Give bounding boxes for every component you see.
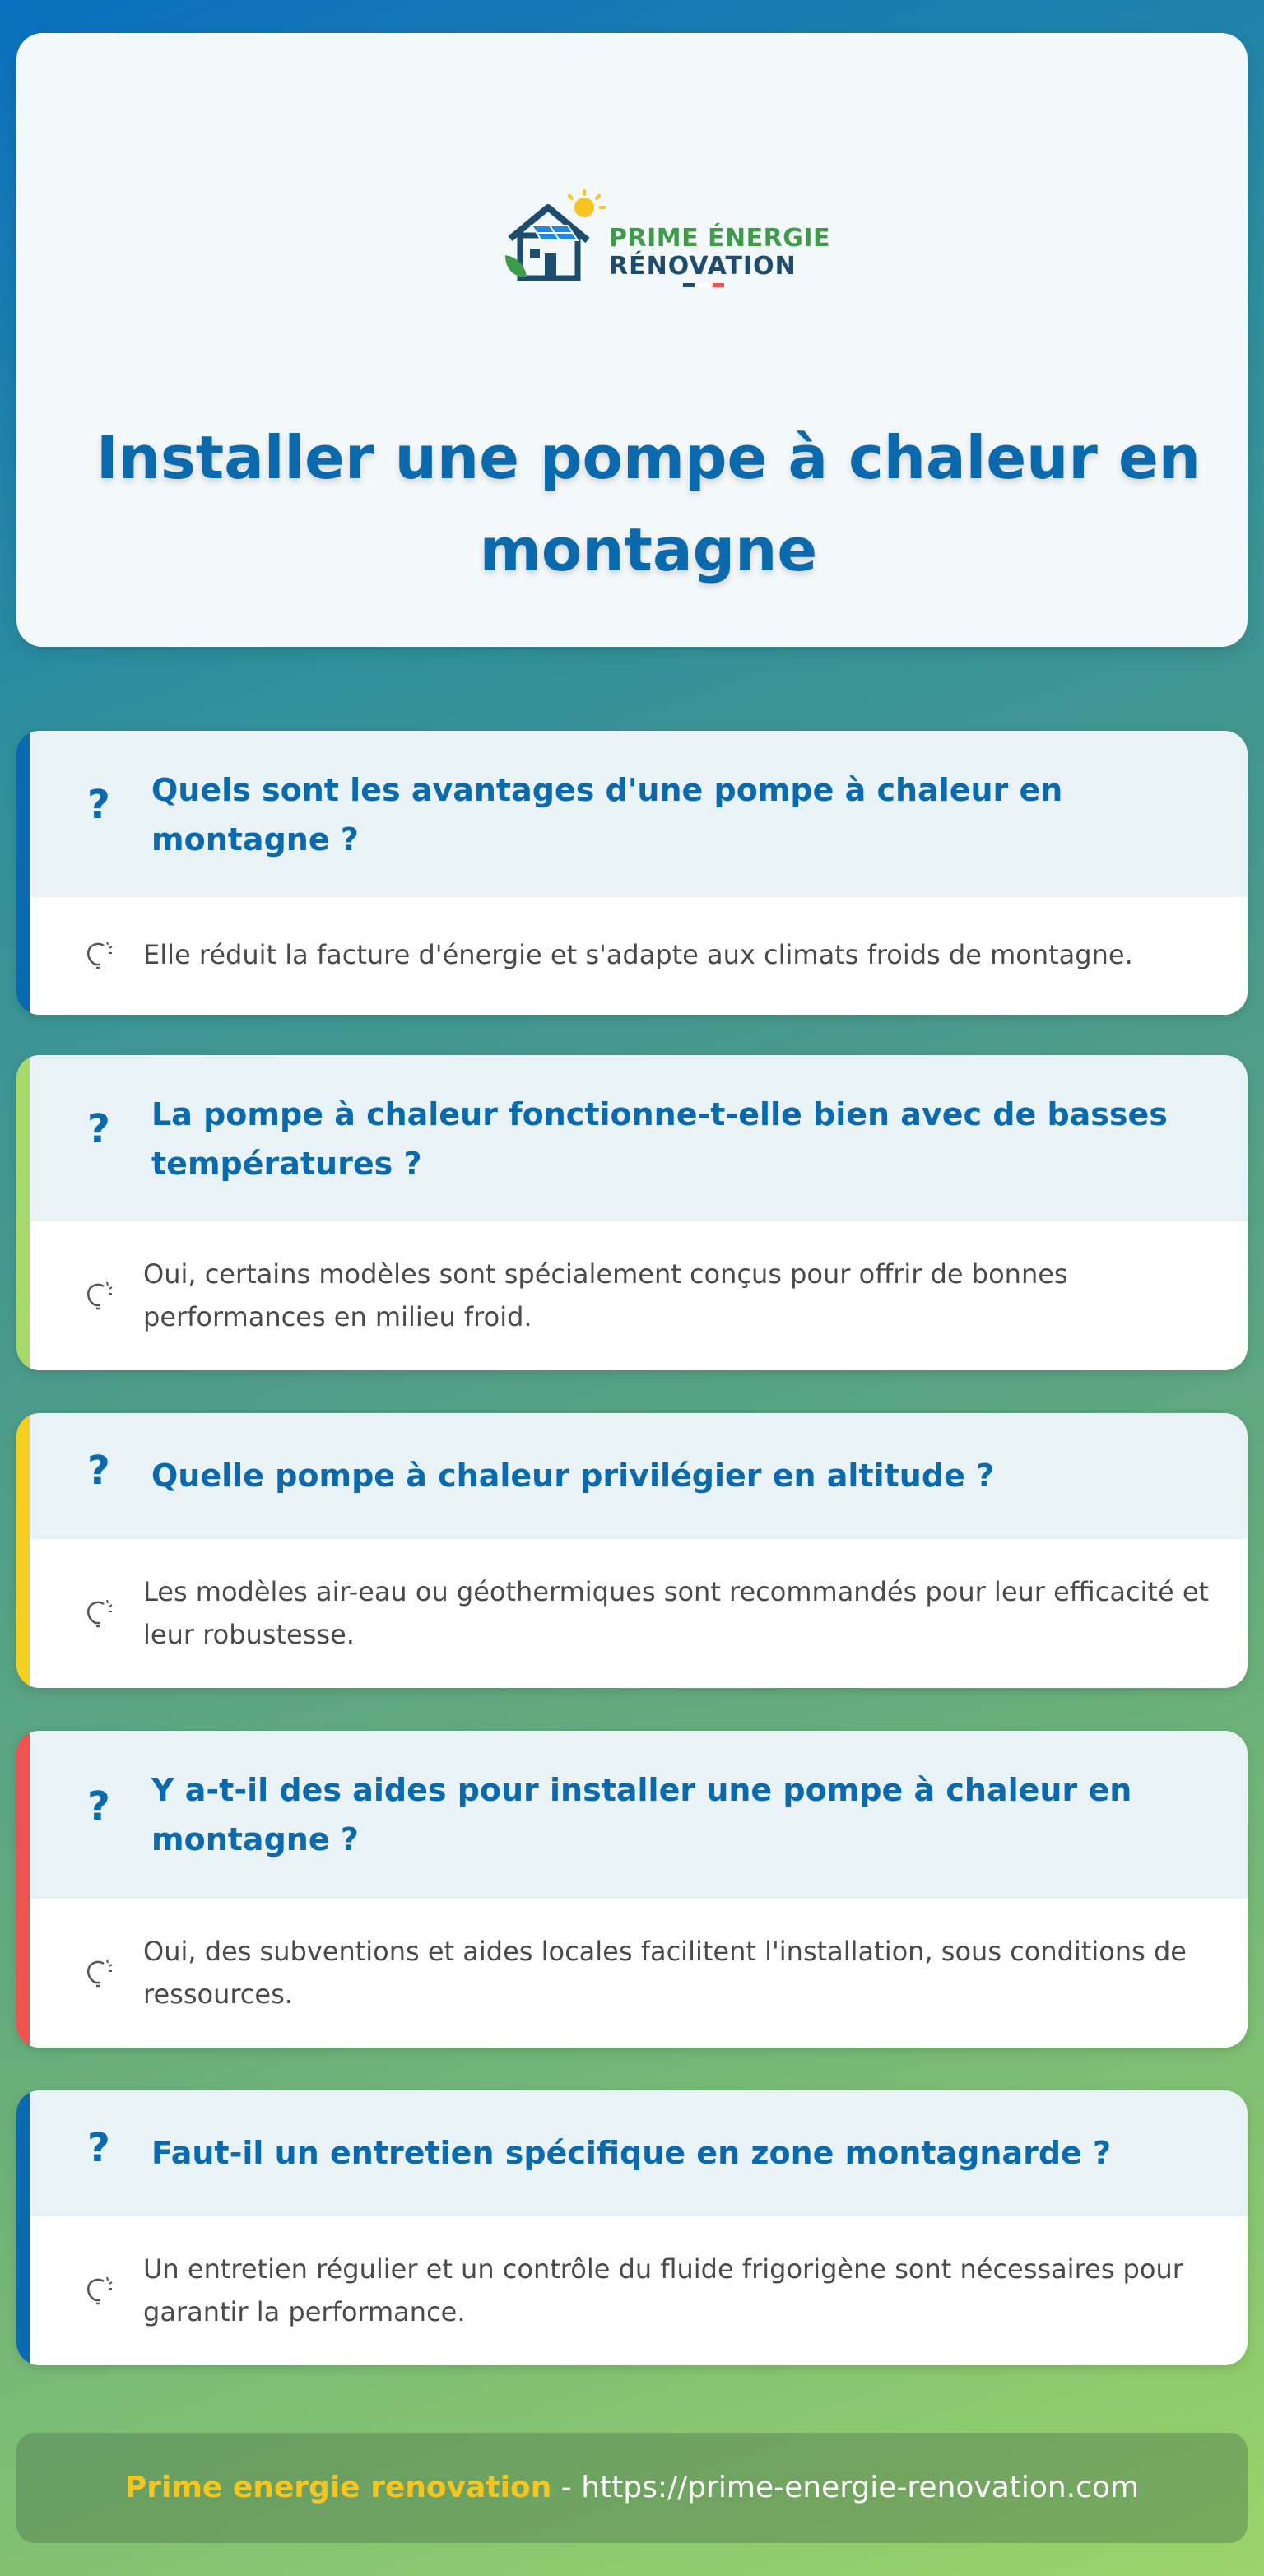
accent-bar [16,1413,30,1688]
faq-answer: Elle réduit la facture d'énergie et s'adapte aux climats froids de montagne. [143,939,1133,970]
french-flag-icon [683,283,724,288]
faq-question: Y a-t-il des aides pour installer une pompe à chaleur en montagne ? [151,1772,1132,1858]
footer-url-link[interactable]: https://prime-energie-renovation.com [581,2471,1140,2504]
lightbulb-icon [81,1595,117,1631]
faq-answer: Oui, certains modèles sont spécialement conçus pour offrir de bonnes performances en milieu froid. [143,1258,1068,1332]
faq-question: Quels sont les avantages d'une pompe à chaleur en montagne ? [151,772,1063,858]
logo-line1: PRIME ÉNERGIE [609,224,831,253]
question-mark-icon: ? [87,1783,110,1830]
accent-bar [16,1055,30,1370]
footer-brand: Prime energie renovation [124,2471,552,2504]
accent-bar [16,731,30,1015]
faq-item [16,2090,1248,2365]
logo-line2: RÉNOVATION [609,252,797,281]
footer [16,2433,1248,2543]
faq-answer-panel [30,2216,1248,2365]
faq-item [16,731,1248,1015]
faq-question-panel[interactable] [30,2090,1248,2216]
question-mark-icon: ? [87,1448,110,1494]
faq-question-panel[interactable] [30,1055,1248,1221]
faq-question: La pompe à chaleur fonctionne-t-elle bien avec de basses températures ? [151,1096,1168,1182]
faq-question: Quelle pompe à chaleur privilégier en altitude ? [151,1458,995,1494]
faq-question-panel[interactable] [30,731,1248,897]
faq-answer-panel [30,897,1248,1015]
header-card [16,33,1248,647]
accent-bar [16,1731,30,2048]
faq-answer: Un entretien régulier et un contrôle du fluide frigorigène sont nécessaires pour garantir la performance. [143,2253,1183,2327]
faq-answer-panel [30,1899,1248,2048]
page-title: Installer une pompe à chaleur en montagne [95,423,1201,584]
faq-question-panel[interactable] [30,1413,1248,1539]
lightbulb-icon [81,937,117,973]
faq-item [16,1055,1248,1370]
faq-item [16,1731,1248,2048]
faq-question-panel[interactable] [30,1731,1248,1899]
accent-bar [16,2090,30,2365]
lightbulb-icon [81,1277,117,1314]
brand-logo[interactable] [502,156,831,296]
faq-item [16,1413,1248,1688]
question-mark-icon: ? [87,1106,110,1152]
lightbulb-icon [81,1955,117,1991]
faq-answer: Les modèles air-eau ou géothermiques sont recommandés pour leur efficacité et leur robustesse. [143,1576,1210,1650]
faq-answer-panel [30,1539,1248,1688]
faq-answer: Oui, des subventions et aides locales facilitent l'installation, sous conditions de ressources. [143,1936,1187,2010]
faq-answer-panel [30,1221,1248,1370]
question-mark-icon: ? [87,782,110,828]
footer-separator: - [551,2471,582,2504]
faq-question: Faut-il un entretien spécifique en zone montagnarde ? [151,2135,1112,2171]
lightbulb-icon [81,2272,117,2309]
question-mark-icon: ? [87,2125,110,2171]
house-solar-logo-icon [502,189,609,288]
